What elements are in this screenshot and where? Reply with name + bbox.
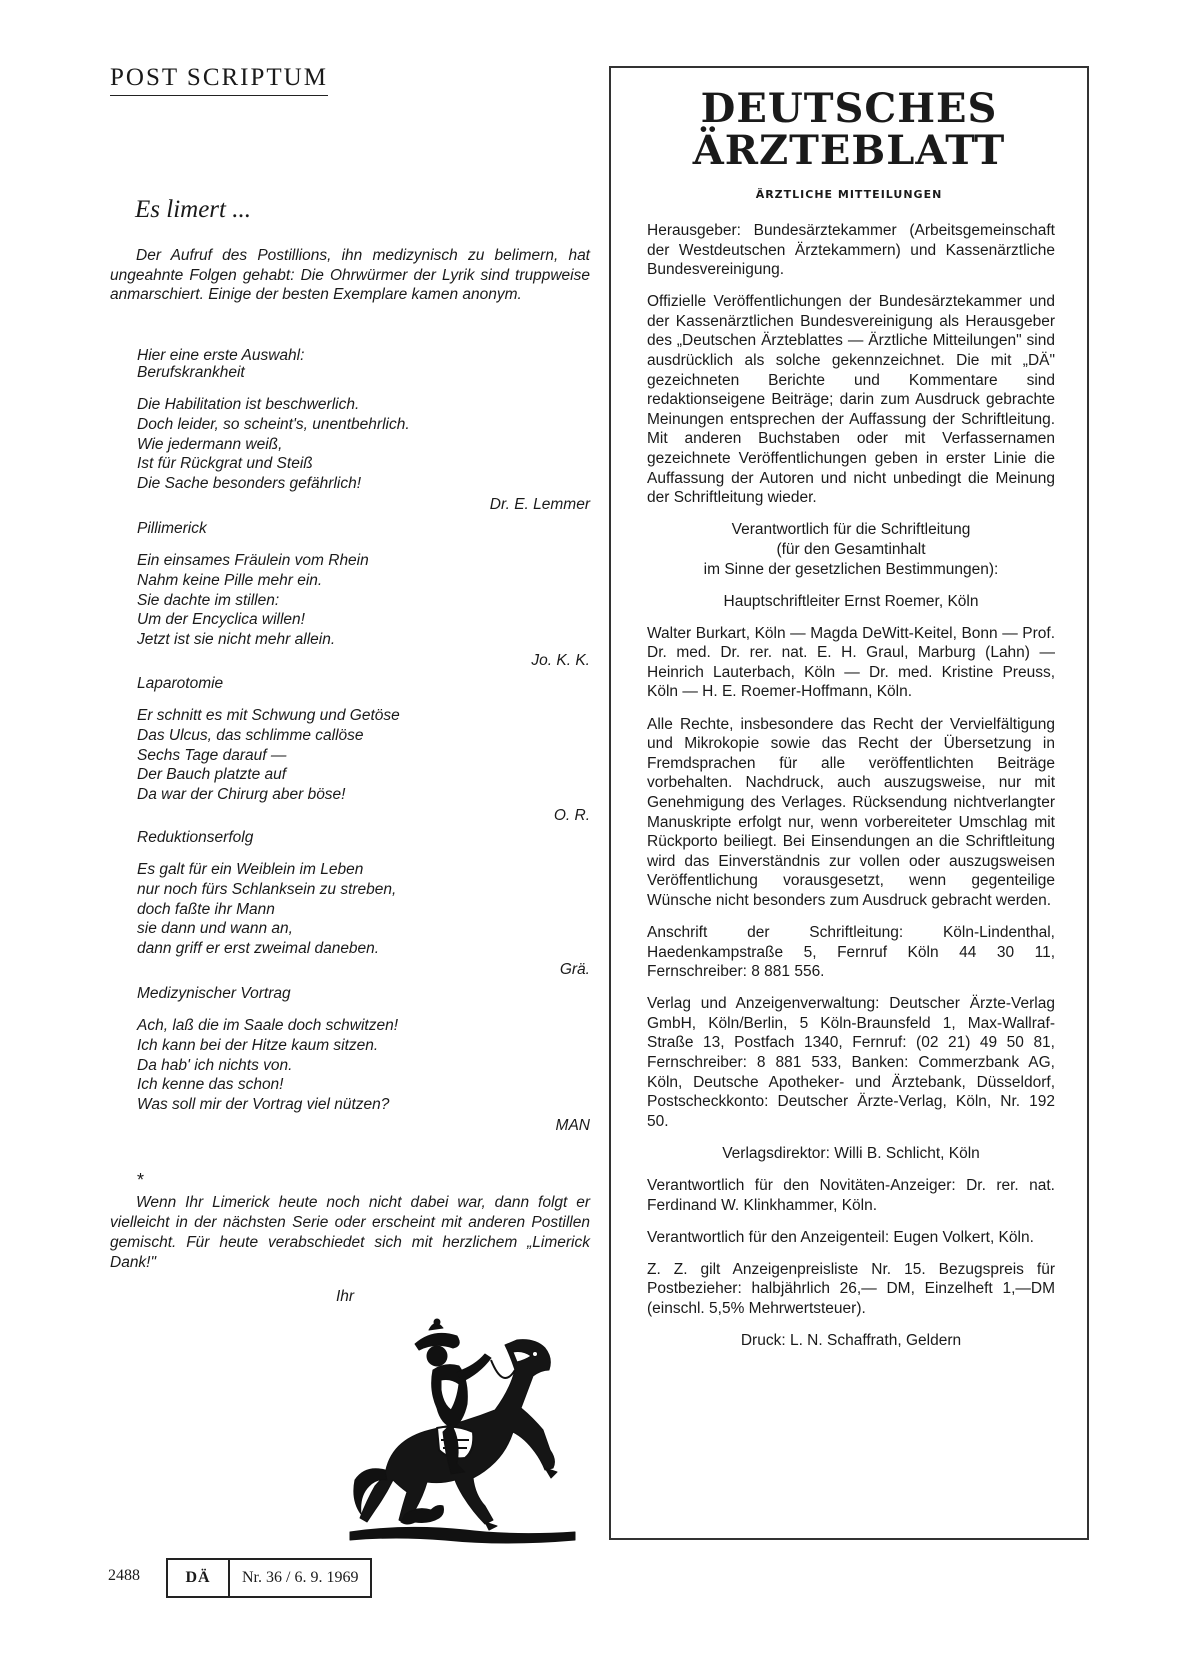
poem-title: Laparotomie (137, 675, 224, 692)
poem-line: Das Ulcus, das schlimme callöse (137, 726, 364, 744)
signoff: Ihr (336, 1288, 355, 1305)
poem-line: Da war der Chirurg aber böse! (137, 786, 346, 804)
poem-line: Doch leider, so scheint's, unentbehrlich. (137, 415, 410, 433)
issue-box (166, 1558, 372, 1598)
imprint-paragraph: Verlag und Anzeigenverwaltung: Deutscher Ärzte-Verlag GmbH, Köln/Berlin, 5 Köln-Braunsfeld 1, Max-Wallraf-Straße 13, Postfach 1340, Fernruf: (02 21) 49 50 81, Fernschreiber: 8 881 533, Banken: Commerzbank AG, Köln, Deutsche Apotheker- und Ärztebank, Düsseldorf, Postscheckkonto: Deutscher Ärzte-Verlag, Köln, Nr. 192 50. (647, 995, 1055, 1130)
imprint-text (647, 221, 1055, 1363)
imprint-paragraph: Herausgeber: Bundesärztekammer (Arbeitsgemeinschaft der Westdeutschen Ärztekammern) und Kassenärztliche Bundesvereinigung. (647, 222, 1055, 279)
poem-title: Medizynischer Vortrag (137, 985, 291, 1002)
poem-line: doch faßte ihr Mann (137, 900, 275, 918)
poem-line: Die Sache besonders gefährlich! (137, 475, 362, 493)
poem-author: Jo. K. K. (531, 651, 590, 669)
poem-line: Er schnitt es mit Schwung und Getöse (137, 707, 400, 724)
poem-line: Der Bauch platzte auf (137, 766, 287, 784)
poem-line: Ist für Rückgrat und Steiß (137, 455, 313, 473)
article-intro (110, 246, 590, 305)
poem-title: Pillimerick (137, 520, 207, 537)
selection-lead: Hier eine erste Auswahl: (137, 347, 305, 364)
imprint-paragraph: Verantwortlich für den Anzeigenteil: Eugen Volkert, Köln. (647, 1228, 1034, 1246)
imprint-paragraph: Alle Rechte, insbesondere das Recht der Vervielfältigung und Mikrokopie sowie das Recht der Übersetzung in Fremdsprachen für alle veröffentlichten Beiträge vorbehalten. Nachdruck, auch auszugsweise, nur mit Genehmigung des Verlages. Rücksendung nichtverlangter Manuskripte erfolgt nur, wenn vorbereiteter Umschlag mit Rückporto beiliegt. Bei Einsendungen an die Schriftleitung wird das Einverständnis zur vollen oder auszugsweisen Veröffentlichung vorausgesetzt, wenn gegenteilige Wünsche nicht besonders zum Ausdruck gebracht werden. (647, 715, 1055, 909)
poem-line: Die Habilitation ist beschwerlich. (137, 396, 360, 413)
journal-logo: DÄ (168, 1560, 230, 1596)
outro-paragraph: Wenn Ihr Limerick heute noch nicht dabei war, dann folgt er vielleicht in der nächsten Serie oder erscheint mit anderen Postillen gemischt. Für heute verabschiedet sich mit herzlichem „Limerick Dank!" (110, 1194, 590, 1271)
poem-title: Berufskrankheit (137, 364, 245, 381)
intro-paragraph: Der Aufruf des Postillions, ihn medizynisch zu belimern, hat ungeahnte Folgen gehabt: Die Ohrwürmer der Lyrik sind truppweise anmarschiert. Einige der besten Exemplare kamen anonym. (110, 247, 590, 303)
imprint-paragraph: Verantwortlich für die Schriftleitung (für den Gesamtinhalt im Sinne der gesetzlichen Bestimmungen): (703, 521, 999, 578)
issue-number: Nr. 36 / 6. 9. 1969 (242, 1569, 359, 1586)
poem-author: Dr. E. Lemmer (489, 495, 590, 513)
article-outro (110, 1193, 590, 1273)
imprint-paragraph: Walter Burkart, Köln — Magda DeWitt-Keitel, Bonn — Prof. Dr. med. Dr. rer. nat. E. H. Graul, Marburg (Lahn) — Heinrich Lauterbach, Köln — Dr. med. Kristine Preuss, Köln — H. E. Roemer-Hoffmann, Köln. (647, 624, 1055, 701)
poem-pillimerick (137, 520, 590, 674)
article-heading: Es limert ... (135, 196, 251, 223)
poem-line: Was soll mir der Vortrag viel nützen? (137, 1096, 390, 1114)
poem-laparotomie (137, 675, 590, 829)
poem-author: Grä. (559, 960, 590, 978)
imprint-paragraph: Verantwortlich für den Novitäten-Anzeiger: Dr. rer. nat. Ferdinand W. Klinkhammer, Köln. (647, 1177, 1055, 1214)
poem-line: Da hab' ich nichts von. (137, 1056, 293, 1074)
poem-line: Jetzt ist sie nicht mehr allein. (137, 631, 336, 649)
imprint-paragraph: Verlagsdirektor: Willi B. Schlicht, Köln (722, 1144, 980, 1162)
poem-author: O. R. (553, 806, 590, 824)
poem-line: Ach, laß die im Saale doch schwitzen! (137, 1017, 399, 1034)
poem-author: MAN (555, 1116, 590, 1134)
masthead-title-line1: DEUTSCHES (700, 85, 998, 132)
section-separator: * (137, 1170, 145, 1190)
poem-line: Ich kann bei der Hitze kaum sitzen. (137, 1036, 379, 1054)
masthead-title-line2: ÄRZTEBLATT (692, 127, 1006, 174)
imprint-paragraph: Z. Z. gilt Anzeigenpreisliste Nr. 15. Bezugspreis für Postbezieher: halbjährlich 26,— DM, Einzelheft 1,—DM (einschl. 5,5% Mehrwertsteuer). (647, 1260, 1055, 1317)
imprint-paragraph: Druck: L. N. Schaffrath, Geldern (740, 1332, 962, 1350)
poem-berufskrankheit (137, 364, 590, 518)
section-title: POST SCRIPTUM (110, 64, 328, 96)
poem-line: Sechs Tage darauf — (137, 746, 287, 764)
poem-line: Sie dachte im stillen: (137, 591, 280, 609)
imprint-paragraph: Hauptschriftleiter Ernst Roemer, Köln (723, 592, 979, 610)
poem-line: nur noch fürs Schlanksein zu streben, (137, 880, 397, 898)
poem-line: Nahm keine Pille mehr ein. (137, 571, 323, 589)
poem-line: Es galt für ein Weiblein im Leben (137, 861, 364, 878)
poem-medizynischer-vortrag (137, 985, 590, 1139)
masthead-subtitle: ÄRZTLICHE MITTEILUNGEN (755, 188, 943, 201)
poem-line: dann griff er erst zweimal daneben. (137, 940, 380, 958)
poem-line: Ich kenne das schon! (137, 1076, 284, 1094)
postillion-horse-illustration (345, 1300, 580, 1550)
poem-line: Um der Encyclica willen! (137, 611, 305, 629)
imprint-paragraph: Anschrift der Schriftleitung: Köln-Lindenthal, Haedenkampstraße 5, Fernruf Köln 44 30 11, Fernschreiber: 8 881 556. (647, 924, 1055, 981)
poem-line: Wie jedermann weiß, (137, 435, 283, 453)
poem-line: sie dann und wann an, (137, 920, 293, 938)
poem-line: Ein einsames Fräulein vom Rhein (137, 552, 369, 569)
poem-title: Reduktionserfolg (137, 829, 254, 846)
imprint-paragraph: Offizielle Veröffentlichungen der Bundesärztekammer und der Kassenärztlichen Bundesvereinigung als Herausgeber des „Deutschen Ärzteblattes — Ärztliche Mitteilungen" sind ausdrücklich als solche gekennzeichnet. Die mit „DÄ" gezeichneten Berichte und Kommentare sind redaktionseigene Beiträge; darin zum Ausdruck gebrachte Meinungen entsprechen der Auffassung der Schriftleitung. Mit anderen Buchstaben oder mit Verfassernamen gezeichnete Veröffentlichungen geben in erster Linie die Auffassung der Autoren und nicht unbedingt die Meinung der Schriftleitung wieder. (647, 293, 1055, 507)
poem-reduktionserfolg (137, 829, 590, 983)
page-number: 2488 (108, 1567, 140, 1584)
masthead-title (609, 85, 1089, 174)
